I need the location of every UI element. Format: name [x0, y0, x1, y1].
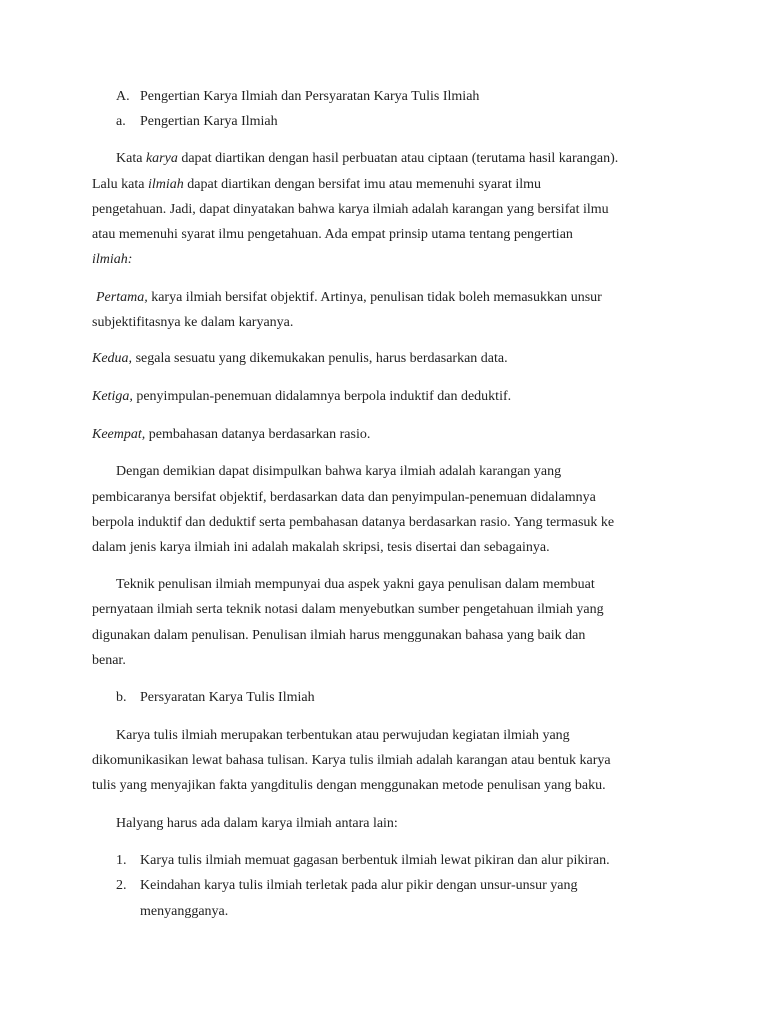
subheading-a-label: a. [116, 114, 126, 129]
para3-line3: digunakan dalam penulisan. Penulisan ilmiah harus menggunakan bahasa yang baik dan [92, 628, 586, 643]
para3-line1: Teknik penulisan ilmiah mempunyai dua aspek yakni gaya penulisan dalam membuat [116, 577, 595, 592]
para1-line5: ilmiah: [92, 252, 133, 267]
para5: Halyang harus ada dalam karya ilmiah antara lain: [116, 816, 398, 831]
heading-a-label: A. [116, 89, 130, 104]
para1-line3: pengetahuan. Jadi, dapat dinyatakan bahwa karya ilmiah adalah karangan yang bersifat ilmu [92, 202, 609, 217]
principle-kedua: Kedua, segala sesuatu yang dikemukakan penulis, harus berdasarkan data. [92, 351, 508, 366]
list-item-1-text: Karya tulis ilmiah memuat gagasan berbentuk ilmiah lewat pikiran dan alur pikiran. [140, 853, 610, 868]
subheading-b-label: b. [116, 690, 127, 705]
principle-keempat: Keempat, pembahasan datanya berdasarkan rasio. [92, 427, 371, 442]
list-item-1-number: 1. [116, 853, 127, 868]
para3-line2: pernyataan ilmiah serta teknik notasi dalam menyebutkan sumber pengetahuan ilmiah yang [92, 602, 604, 617]
list-item-2-text: Keindahan karya tulis ilmiah terletak pada alur pikir dengan unsur-unsur yang [140, 878, 578, 893]
para4-line3: tulis yang menyajikan fakta yangditulis dengan menggunakan metode penulisan yang baku. [92, 778, 606, 793]
principle-pertama: Pertama, karya ilmiah bersifat objektif. Artinya, penulisan tidak boleh memasukkan unsur [96, 290, 602, 305]
para1-line1: Kata karya dapat diartikan dengan hasil perbuatan atau ciptaan (terutama hasil karangan). [116, 151, 619, 166]
para3-line4: benar. [92, 653, 126, 668]
para1-line4: atau memenuhi syarat ilmu pengetahuan. Ada empat prinsip utama tentang pengertian [92, 227, 573, 242]
para2-line1: Dengan demikian dapat disimpulkan bahwa karya ilmiah adalah karangan yang [116, 464, 562, 479]
para4-line2: dikomunikasikan lewat bahasa tulisan. Karya tulis ilmiah adalah karangan atau bentuk karya [92, 753, 611, 768]
para4-line1: Karya tulis ilmiah merupakan terbentukan atau perwujudan kegiatan ilmiah yang [116, 728, 570, 743]
subheading-a-title: Pengertian Karya Ilmiah [140, 114, 278, 129]
principle-ketiga: Ketiga, penyimpulan-penemuan didalamnya berpola induktif dan deduktif. [92, 389, 512, 404]
para2-line2: pembicaranya bersifat objektif, berdasarkan data dan penyimpulan-penemuan didalamnya [92, 490, 596, 505]
list-item-2-number: 2. [116, 878, 127, 893]
para2-line4: dalam jenis karya ilmiah ini adalah makalah skripsi, tesis disertai dan sebagainya. [92, 540, 550, 555]
heading-a-title: Pengertian Karya Ilmiah dan Persyaratan Karya Tulis Ilmiah [140, 89, 480, 104]
para1-line2: Lalu kata ilmiah dapat diartikan dengan bersifat imu atau memenuhi syarat ilmu [92, 177, 542, 192]
principle-pertama-cont: subjektifitasnya ke dalam karyanya. [92, 315, 294, 330]
list-item-2-text-cont: menyangganya. [140, 904, 229, 919]
subheading-b-title: Persyaratan Karya Tulis Ilmiah [140, 690, 315, 705]
para2-line3: berpola induktif dan deduktif serta pembahasan datanya berdasarkan rasio. Yang termasuk ke [92, 515, 615, 530]
